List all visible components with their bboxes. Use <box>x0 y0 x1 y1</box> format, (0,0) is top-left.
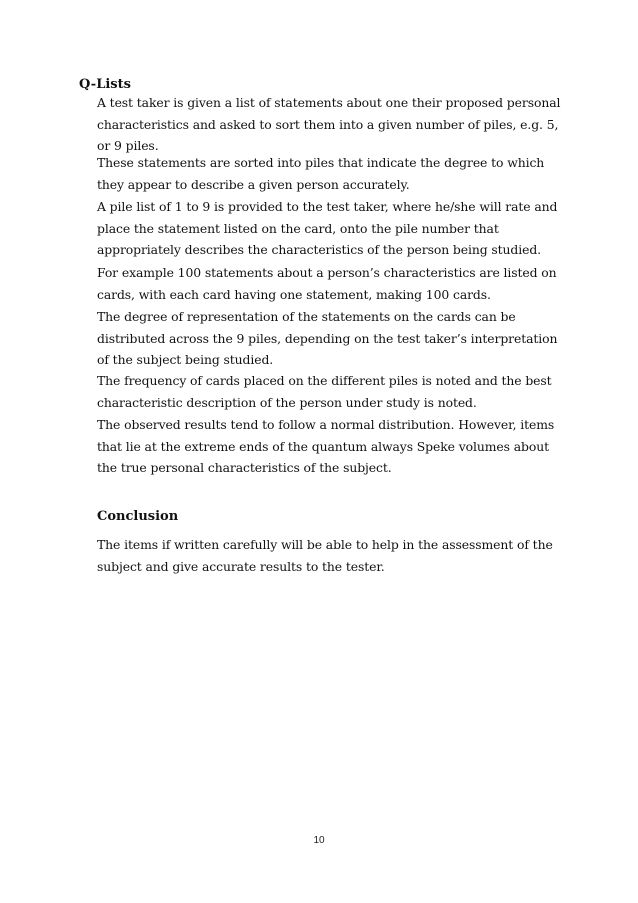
paragraph-1: A test taker is given a list of statements about one their proposed personal characteristics and asked to sort them into a given number of piles, e.g. 5, or 9 piles. <box>97 95 561 153</box>
conclusion-heading: Conclusion <box>97 509 179 524</box>
paragraph-4: For example 100 statements about a person’s characteristics are listed on cards, with each card having one statement, making 100 cards. <box>97 265 557 302</box>
page-number: 10 <box>313 835 325 846</box>
paragraph-2: These statements are sorted into piles that indicate the degree to which they appear to describe a given person accurately. <box>97 155 545 192</box>
paragraph-7: The observed results tend to follow a normal distribution. However, items that lie at the extreme ends of the quantum always Speke volumes about the true personal characteristics of the subject. <box>97 417 555 475</box>
paragraph-6: The frequency of cards placed on the different piles is noted and the best characteristic description of the person under study is noted. <box>97 373 552 410</box>
section-heading-q-lists: Q-Lists <box>79 77 131 92</box>
conclusion-paragraph: The items if written carefully will be able to help in the assessment of the subject and give accurate results to the tester. <box>97 537 553 574</box>
paragraph-3: A pile list of 1 to 9 is provided to the test taker, where he/she will rate and place the statement listed on the card, onto the pile number that appropriately describes the characteristics of the person being studied. <box>97 199 558 257</box>
paragraph-5: The degree of representation of the statements on the cards can be distributed across the 9 piles, depending on the test taker’s interpretation of the subject being studied. <box>97 309 558 367</box>
